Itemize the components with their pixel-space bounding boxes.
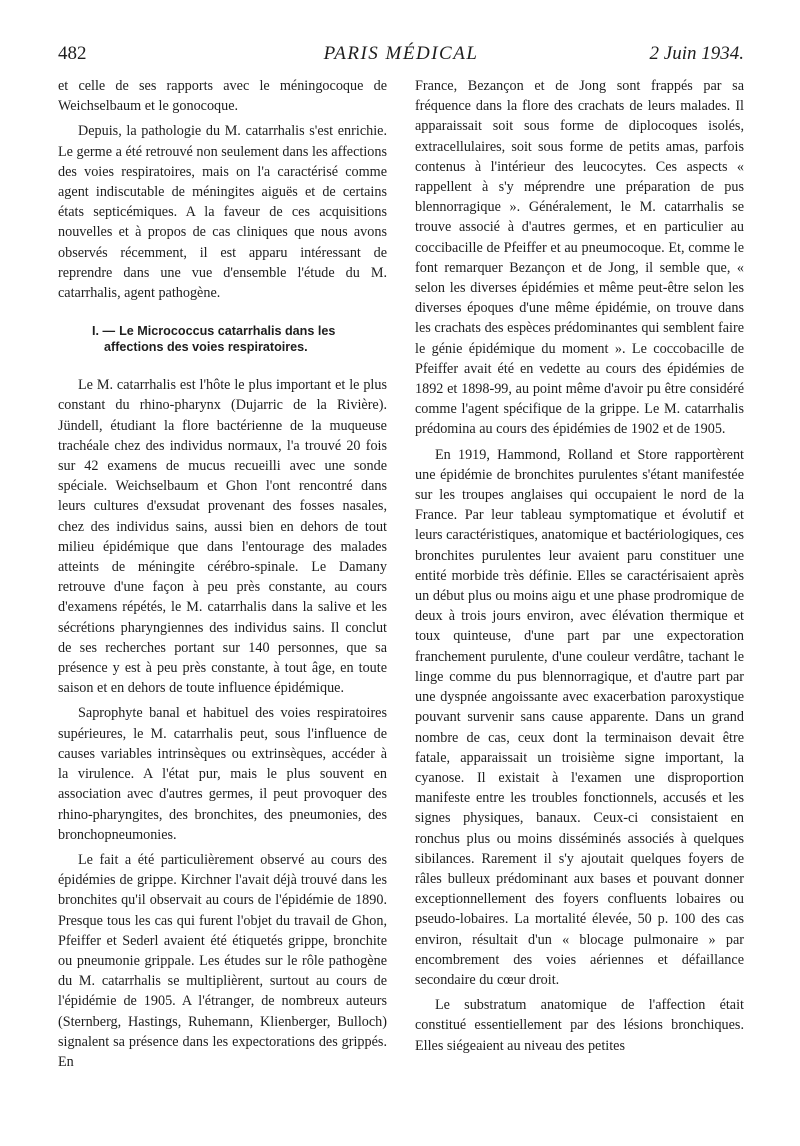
paragraph: Depuis, la pathologie du M. catarrhalis s'est enrichie. Le germe a été retrouvé non seulement dans les affections des voies respiratoires, mais on l'a caractérisé comme agent indiscutable de méningites aiguës et de certains états septicémiques. A la faveur de ces acquisitions nouvelles et à propos de cas cliniques que nous avons observés récemment, il est apparu intéressant de reprendre dans une vue d'ensemble l'étude du M. catarrhalis, agent pathogène. bbox=[58, 123, 387, 302]
issue-date: 2 Juin 1934. bbox=[649, 43, 744, 64]
paragraph: et celle de ses rapports avec le méningocoque de Weichselbaum et le gonocoque. bbox=[58, 78, 387, 115]
text-columns bbox=[58, 76, 744, 1077]
left-column bbox=[58, 76, 387, 1077]
section-number: I. — bbox=[92, 324, 116, 339]
running-head bbox=[58, 40, 744, 72]
page-number: 482 bbox=[58, 43, 87, 64]
paragraph: En 1919, Hammond, Rolland et Store rapportèrent une épidémie de bronchites purulentes s'étant manifestée sur les troupes anglaises qui occupaient le nord de la France. Par leur tableau symptomatique et évolutif et leurs caractéristiques, anatomique et bactériologiques, ces bronchites purulentes leur avaient paru constituer une entité morbide très définie. Elles se caractérisaient après un début plus ou moins aigu et une phase prodromique de deux à trois jours environ, avec élévation thermique et toux quinteuse, d'une part par une expectoration franchement purulente, d'une couleur verdâtre, tachant le linge comme du pus blennorragique, et d'autre part par une dyspnée angoissante avec exacerbation paroxystique pouvant survenir sans cause apparente. Dans un grand nombre de cas, ceux dont la terminaison devait être fatale, apparaissait un troisième signe important, la cyanose. Il existait à l'examen une disproportion manifeste entre les troubles fonctionnels, accusés et les signes physiques, banaux. Ceux-ci consistaient en ronchus plus ou moins disséminés associés à quelques sibilances. Rarement il s'y ajoutait quelques foyers de râles bulleux prédominant aux bases et pouvant donner exceptionnellement des foyers confluents lobaires ou pseudo-lobaires. La mortalité élevée, 50 p. 100 des cas environ, résultait d'un « blocage pulmonaire » par encombrement des voies aériennes et défaillance secondaire du cœur droit. bbox=[415, 446, 744, 988]
section-heading bbox=[92, 323, 381, 355]
paragraph: France, Bezançon et de Jong sont frappés par sa fréquence dans la flore des crachats de leurs malades. Il apparaissait soit sous forme de diplocoques isolés, extracellulaires, soit sous forme de petits amas, parfois contenus à l'intérieur des leucocytes. Ces aspects « rappellent à s'y méprendre une préparation de pus blennorragique ». Généralement, le M. catarrhalis se trouve associé à d'autres germes, et en particulier au coccibacille de Pfeiffer et au pneumocoque. Et, comme le font remarquer Bezançon et de Jong, il semble que, « selon les diverses épidémies et même peut-être selon les diverses époques d'une même épidémie, on trouve dans les crachats des espèces prédominantes qui semblent faire le génie épidémique du moment ». Le coccobacille de Pfeiffer avait été en vedette au cours des épidémies de 1892 et 1898-99, au point même d'avoir pu être considéré comme l'agent spécifique de la grippe. Le M. catarrhalis prédomina au cours des épidémies de 1902 et de 1905. bbox=[415, 78, 744, 438]
paragraph: Saprophyte banal et habituel des voies respiratoires supérieures, le M. catarrhalis peut, sous l'influence de causes variables intrinsèques ou extrinsèques, accéder à la virulence. A l'état pur, mais le plus souvent en association avec d'autres germes, il peut provoquer des rhino-pharyngites, des bronchites, des pneumonies, des bronchopneumonies. bbox=[58, 705, 387, 843]
paragraph: Le substratum anatomique de l'affection était constitué essentiellement par des lésions bronchiques. Elles siégeaient au niveau des petites bbox=[415, 997, 744, 1054]
right-column bbox=[415, 76, 744, 1077]
journal-name: PARIS MÉDICAL bbox=[323, 43, 479, 64]
paragraph: Le M. catarrhalis est l'hôte le plus important et le plus constant du rhino-pharynx (Dujarric de la Rivière). Jündell, étudiant la flore bactérienne de la muqueuse trachéale chez des individus normaux, l'a trouvé 20 fois sur 42 examens de mucus recueilli avec une sonde spéciale. Weichselbaum et Ghon l'ont rencontré dans leurs cultures d'exsudat provenant des fosses nasales, chez des individus sains, aussi bien en dehors de tout milieu épidémique que dans l'entourage des malades atteints de méningite cérébro-spinale. Le Damany retrouve d'une façon à peu près constante, au cours d'examens répétés, le M. catarrhalis dans la salive et les sécrétions pharyngiennes des individus sains. Il conclut de ses recherches portant sur 140 personnes, que sa présence y est à peu près constante, à tout âge, en toute saison et en dehors de toute influence épidémique. bbox=[58, 377, 387, 697]
section-title: Le Micrococcus catarrhalis dans les affections des voies respiratoires. bbox=[104, 324, 336, 355]
paragraph: Le fait a été particulièrement observé au cours des épidémies de grippe. Kirchner l'avait déjà trouvé dans les bronchites qu'il observait au cours de l'épidémie de 1890. Presque tous les cas qui furent l'objet du travail de Ghon, Pfeiffer et Sederl avaient été étiquetés grippe, bronchite ou pneumonie grippale. Les études sur le rôle pathogène du M. catarrhalis se multiplièrent, surtout au cours de l'épidémie de 1905. A l'étranger, de nombreux auteurs (Sternberg, Hastings, Ruhemann, Klienberger, Bulloch) signalent sa présence dans les expectorations des grippés. En bbox=[58, 851, 387, 1070]
